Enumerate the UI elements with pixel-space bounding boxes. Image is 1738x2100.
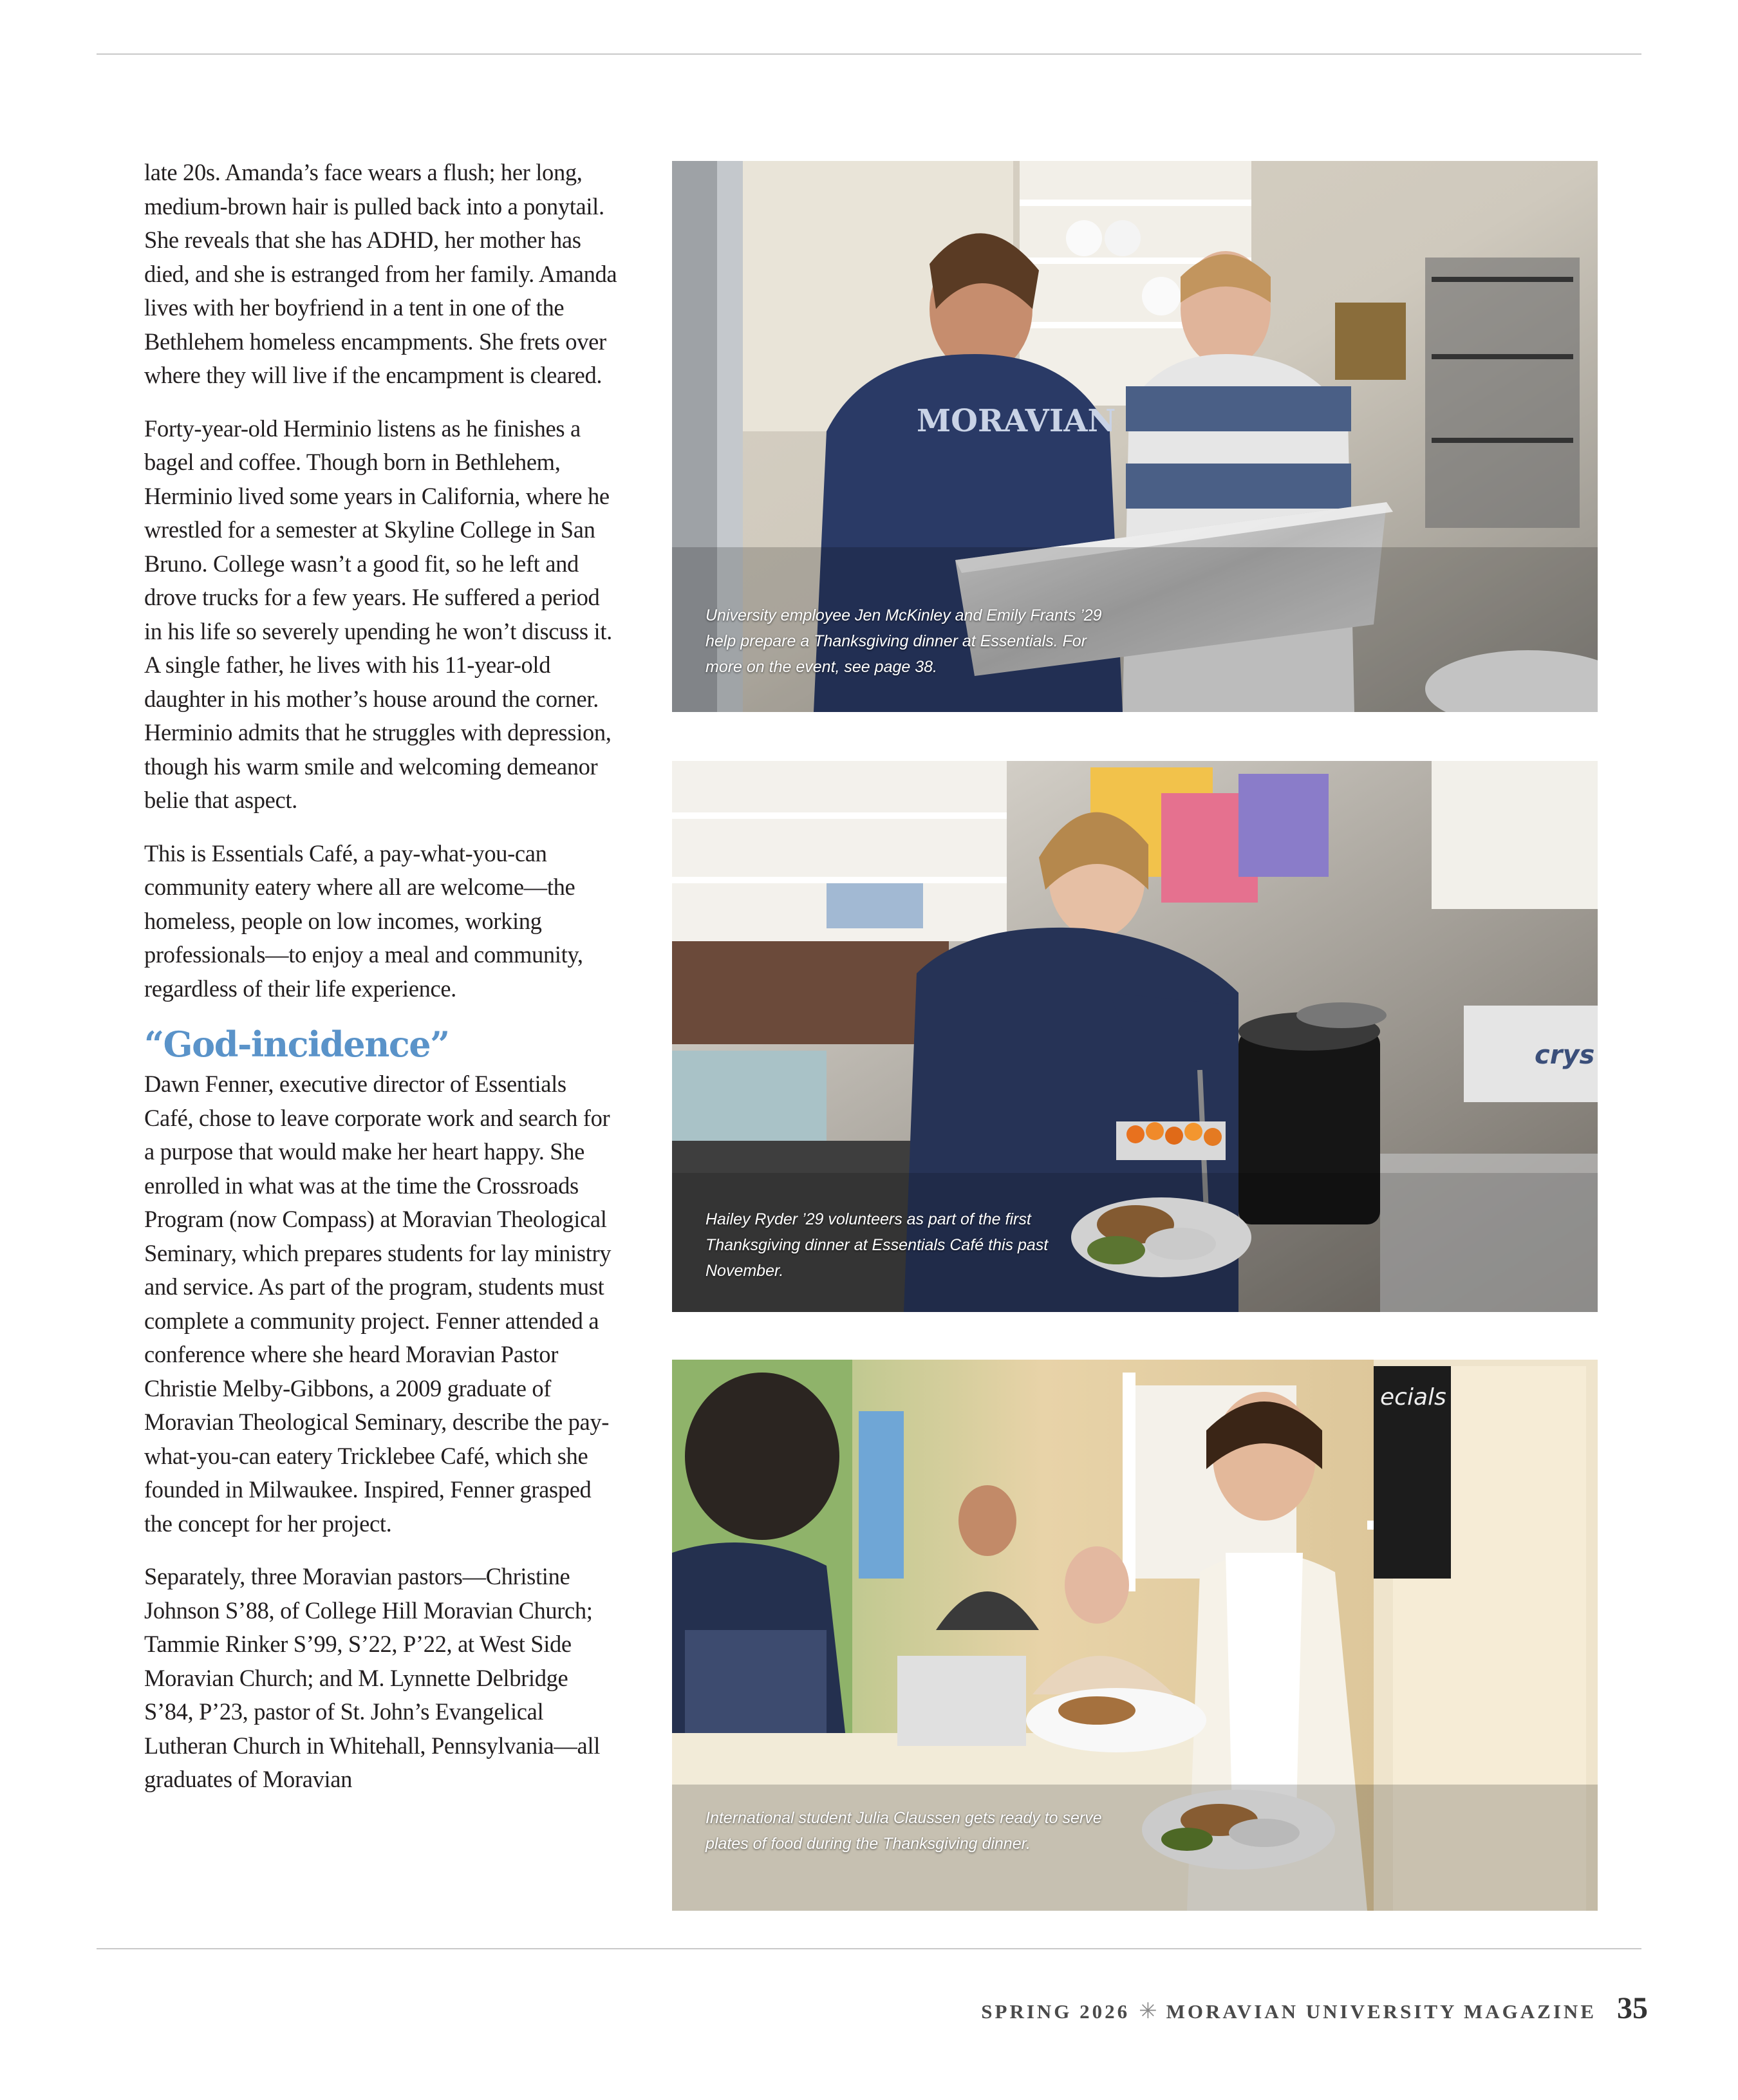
svg-text:MORAVIAN: MORAVIAN	[917, 403, 1116, 439]
article-paragraph: Forty-year-old Herminio listens as he finishes a bagel and coffee. Though born in Bethlehem, Herminio lived some years in California, where he wrestled for a semester at Skyline College in San Bruno. College wasn’t a good fit, so he left and drove trucks for a few years. He suffered a period in his life so severely upending he won’t discuss it. A single father, he lives with his 11-year-old daughter in his mother’s house around the corner. Herminio admits that he struggles with depression, though his warm smile and welcoming demeanor belie that aspect.	[144, 415, 612, 813]
article-paragraph: Dawn Fenner, executive director of Essentials Café, chose to leave corporate work and search for a purpose that would make her heart happy. She enrolled in what was at the time the Crossroads Program (now Compass) at Moravian Theological Seminary, which prepares students for lay ministry and service. As part of the program, students must complete a community project. Fenner attended a conference where she heard Moravian Pastor Christie Melby-Gibbons, a 2009 graduate of Moravian Theological Seminary, describe the pay-what-you-can eatery Tricklebee Café, which she founded in Milwaukee. Inspired, Fenner grasped the concept for her project.	[144, 1071, 612, 1537]
photo-serving-ladle	[672, 761, 1598, 1312]
footer-magazine-name: MORAVIAN UNIVERSITY MAGAZINE	[1166, 2000, 1596, 2023]
photo-caption: International student Julia Claussen gets ready to serve plates of food during the Thanksgiving dinner.	[705, 1809, 1102, 1853]
section-subhead: “God-incidence”	[144, 1024, 449, 1065]
bottom-rule	[97, 1948, 1641, 1949]
footer-season: SPRING 2026	[981, 2000, 1130, 2023]
article-paragraph: Separately, three Moravian pastors—Christine Johnson S’88, of College Hill Moravian Church; Tammie Rinker S’99, S’22, P’22, at West Side Moravian Church; and M. Lynnette Delbridge S’84, P’23, pastor of St. John’s Evangelical Lutheran Church in Whitehall, Pennsylvania—all graduates of Moravian	[144, 1563, 600, 1792]
article-paragraph: This is Essentials Café, a pay-what-you-can community eatery where all are welcome—the homeless, people on low incomes, working professionals—to enjoy a meal and community, regardless of their life experience.	[144, 839, 583, 1002]
svg-text:crys: crys	[1535, 1040, 1595, 1070]
page-footer	[981, 1991, 1648, 2026]
star-icon: ✳	[1139, 2000, 1157, 2023]
page-number: 35	[1617, 1991, 1648, 2025]
photo-caption: University employee Jen McKinley and Emily Frants ’29 help prepare a Thanksgiving dinner at Essentials. For more on the event, see page 38.	[705, 606, 1102, 676]
top-rule	[97, 53, 1641, 55]
article-column	[144, 156, 621, 1816]
photo-serving-plates	[672, 1360, 1598, 1911]
svg-text:ecials: ecials	[1380, 1384, 1446, 1411]
article-paragraph: late 20s. Amanda’s face wears a flush; her long, medium-brown hair is pulled back into a ponytail. She reveals that she has ADHD, her mother has died, and she is estranged from her family. Amanda lives with her boyfriend in a tent in one of the Bethlehem homeless encampments. She frets over where they will live if the encampment is cleared.	[144, 159, 617, 388]
photo-kitchen-tray	[672, 161, 1598, 712]
photo-caption: Hailey Ryder ’29 volunteers as part of the first Thanksgiving dinner at Essentials Café this past November.	[705, 1210, 1049, 1280]
